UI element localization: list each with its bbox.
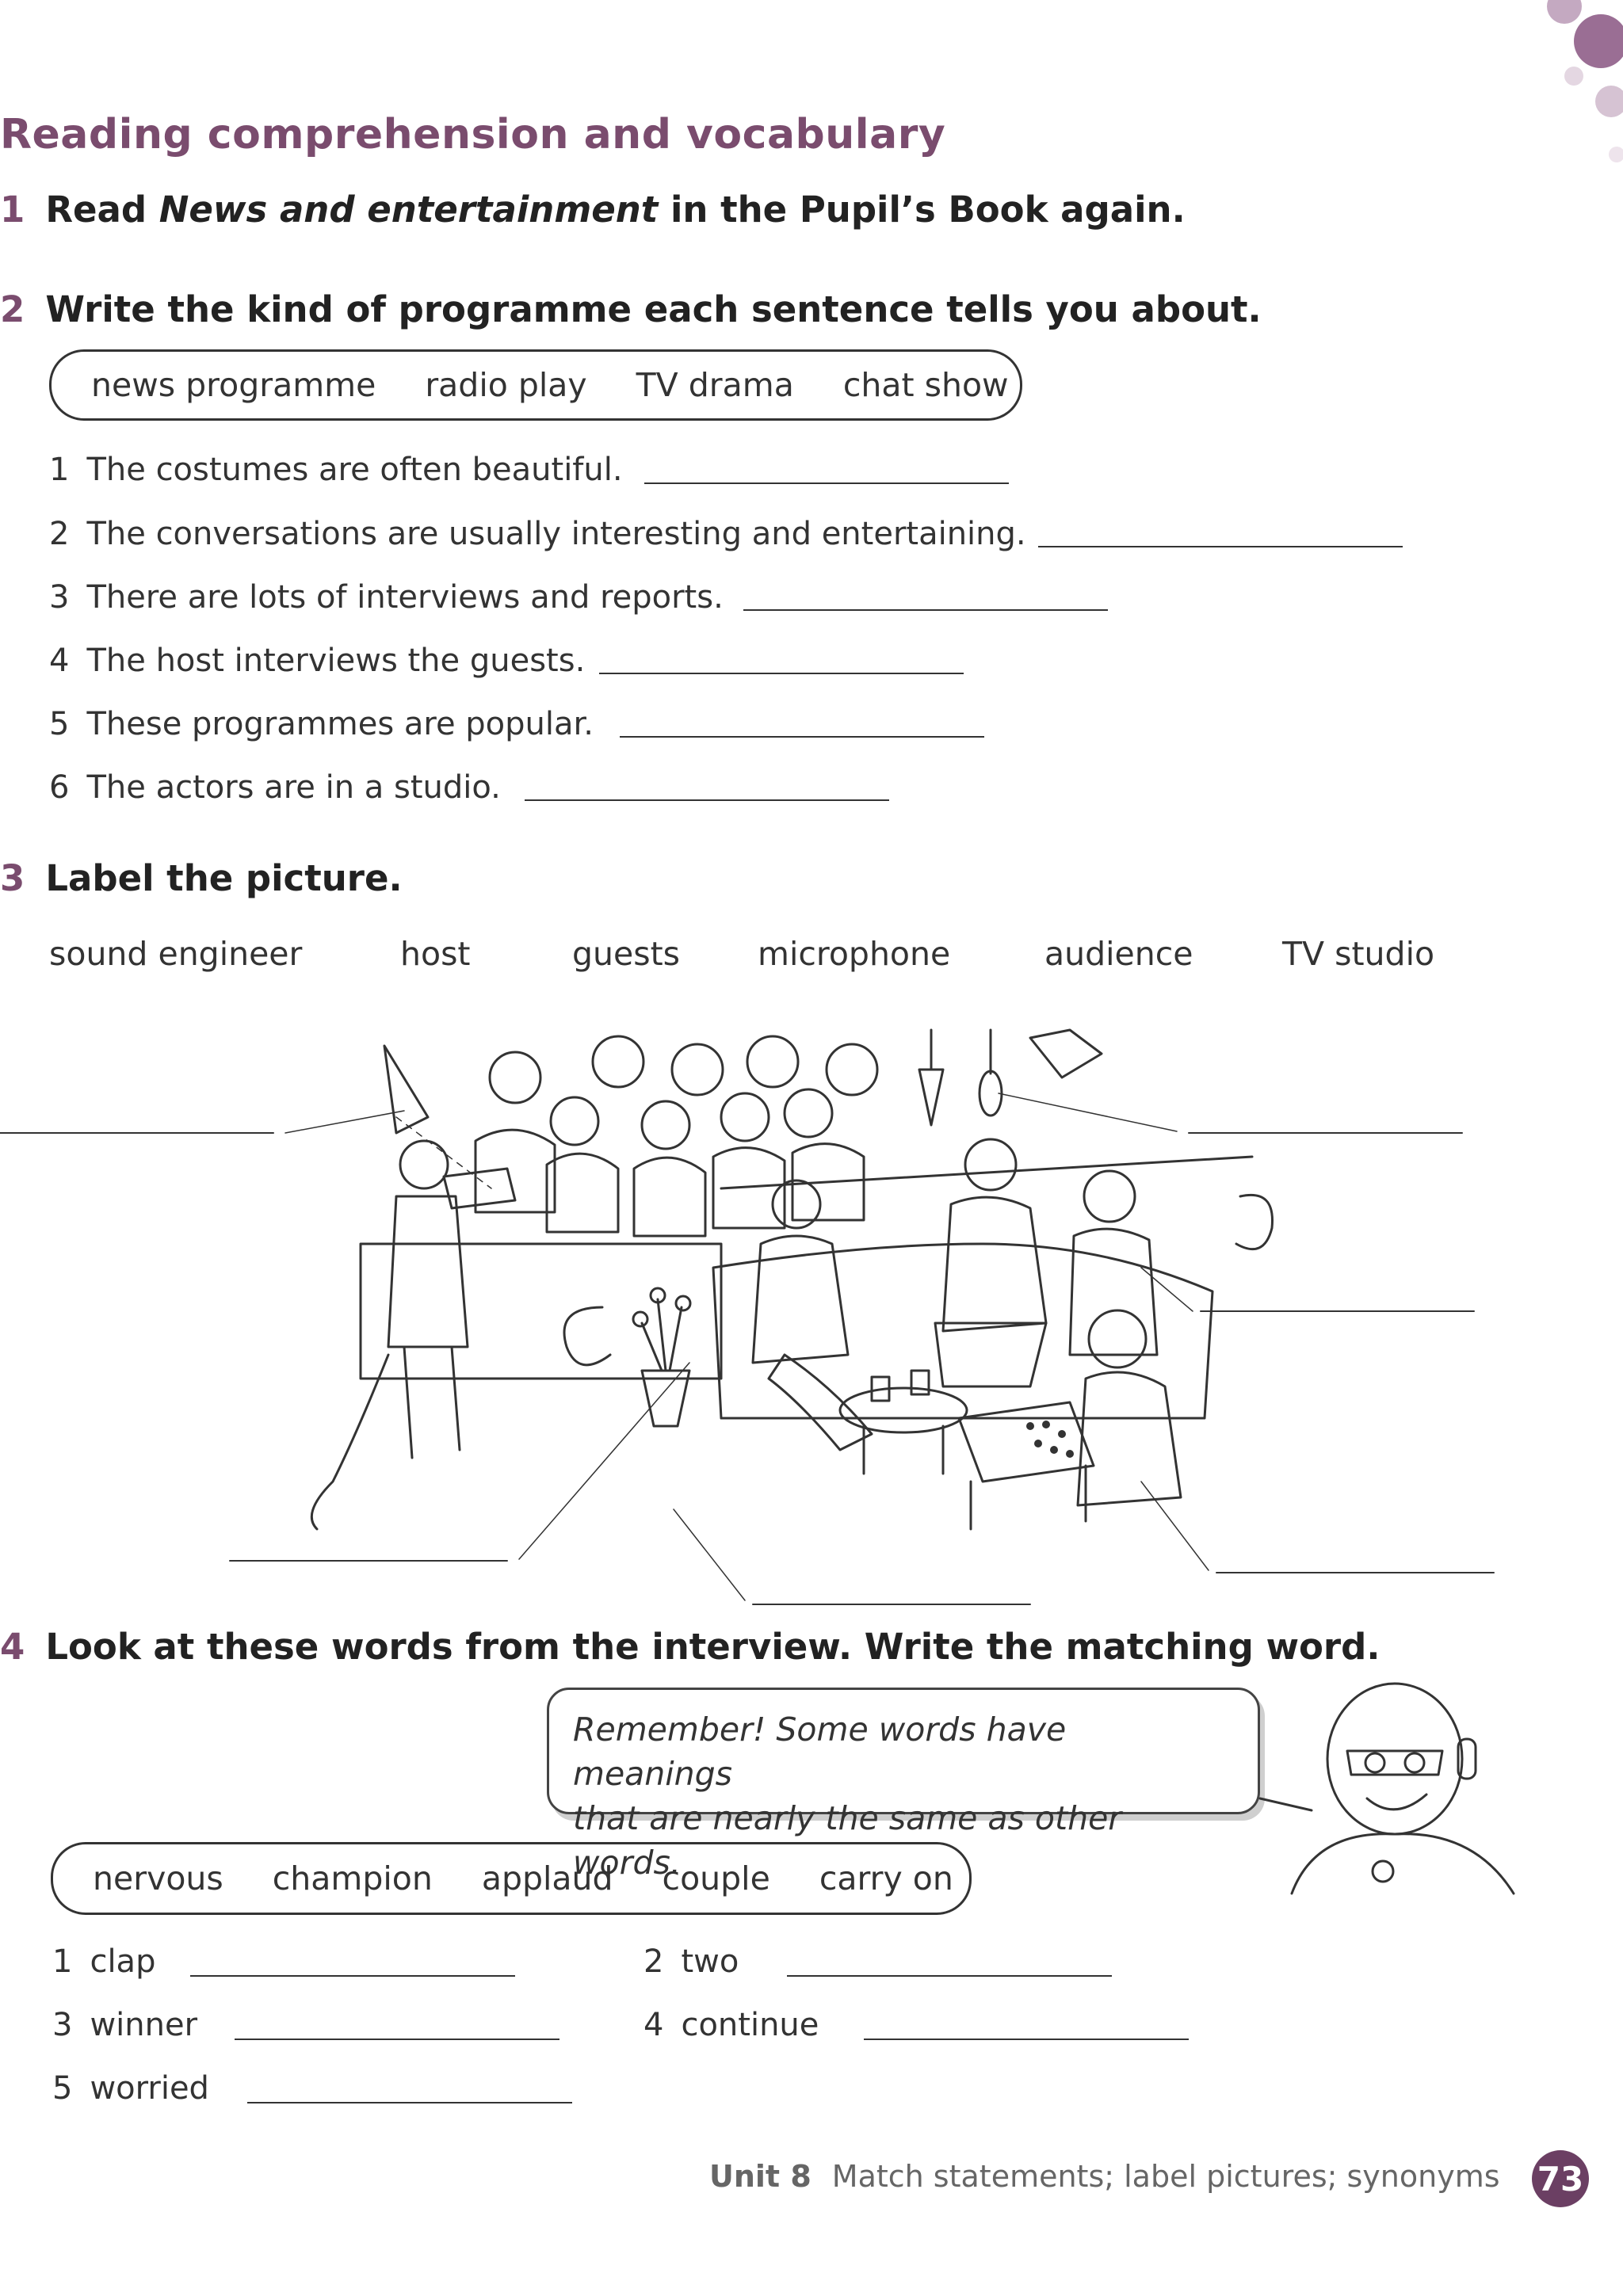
exercise-2-item (49, 706, 594, 742)
item-word: clap (90, 1943, 156, 1980)
section-title: Reading comprehension and vocabulary (0, 111, 946, 158)
answer-blank[interactable] (525, 799, 889, 801)
page-number-badge: 73 (1532, 2150, 1589, 2207)
exercise-4-instruction (0, 1626, 1380, 1668)
answer-blank[interactable] (235, 2039, 559, 2040)
item-number: 6 (49, 769, 70, 806)
answer-blank[interactable] (743, 609, 1108, 611)
exercise-2-item (49, 516, 1026, 552)
item-number: 5 (49, 706, 70, 742)
item-number: 1 (52, 1943, 73, 1980)
item-number: 2 (49, 516, 70, 552)
exercise-2-item (49, 769, 501, 806)
instruction-text: Read (45, 189, 147, 231)
tv-studio-illustration (0, 1006, 1623, 1624)
exercise-2-item (49, 643, 585, 679)
instruction-text: Label the picture. (45, 857, 403, 899)
exercise-4-item (643, 2007, 819, 2043)
label-word: sound engineer (49, 935, 303, 973)
item-text: These programmes are popular. (86, 706, 594, 742)
answer-blank[interactable] (787, 1975, 1112, 1977)
word-box-item: applaud (481, 1859, 613, 1897)
footer-topics: Match statements; label pictures; synonyms (831, 2159, 1500, 2194)
exercise-4-item (643, 1943, 739, 1980)
word-box-item: news programme (91, 366, 376, 404)
word-box-item: champion (272, 1859, 433, 1897)
answer-blank[interactable] (190, 1975, 515, 1977)
item-number: 4 (643, 2007, 664, 2043)
item-text: There are lots of interviews and reports. (86, 579, 724, 616)
word-box-item: TV drama (636, 366, 794, 404)
answer-blank[interactable] (247, 2102, 572, 2103)
label-word: audience (1044, 935, 1193, 973)
item-number: 4 (49, 643, 70, 679)
item-text: The conversations are usually interesting and entertaining. (86, 516, 1026, 552)
word-box-item: radio play (425, 366, 587, 404)
instruction-text: Look at these words from the interview. Write the matching word. (45, 1626, 1381, 1668)
instruction-text: in the Pupil’s Book again. (670, 189, 1186, 231)
page-footer (709, 2159, 1500, 2194)
instruction-text: Write the kind of programme each sentence tells you about. (45, 288, 1262, 330)
label-word: host (400, 935, 471, 973)
remember-line: that are nearly the same as other words. (573, 1799, 1122, 1882)
exercise-number: 2 (0, 288, 25, 330)
label-word: TV studio (1282, 935, 1435, 973)
synonym-word-box (51, 1842, 972, 1915)
label-word: guests (572, 935, 681, 973)
word-box-item: nervous (93, 1859, 223, 1897)
word-box-item: carry on (819, 1859, 953, 1897)
answer-blank[interactable] (599, 673, 964, 674)
item-word: continue (681, 2007, 819, 2043)
item-number: 2 (643, 1943, 664, 1980)
exercise-2-item (49, 579, 724, 616)
answer-blank[interactable] (1038, 546, 1403, 547)
answer-blank[interactable] (644, 482, 1009, 484)
item-number: 3 (49, 579, 70, 616)
exercise-3-instruction (0, 857, 403, 899)
word-box-item: chat show (842, 366, 1009, 404)
programme-word-box (49, 349, 1022, 421)
robot-mascot-icon (1244, 1664, 1545, 1901)
item-number: 1 (49, 452, 70, 488)
answer-blank[interactable] (620, 736, 984, 738)
exercise-2-instruction (0, 288, 1262, 330)
item-word: worried (90, 2070, 209, 2107)
label-word: microphone (758, 935, 951, 973)
exercise-4-item (52, 1943, 155, 1980)
item-text: The actors are in a studio. (86, 769, 501, 806)
exercise-1-instruction (0, 189, 1186, 231)
book-title: News and entertainment (158, 189, 659, 231)
item-text: The costumes are often beautiful. (86, 452, 623, 488)
exercise-number: 3 (0, 857, 25, 899)
answer-blank[interactable] (864, 2039, 1189, 2040)
item-number: 5 (52, 2070, 73, 2107)
decorative-dots (1528, 0, 1623, 182)
exercise-4-item (52, 2070, 209, 2107)
remember-line: Remember! Some words have meanings (573, 1711, 1067, 1793)
exercise-number: 1 (0, 189, 25, 231)
word-box-item: couple (662, 1859, 770, 1897)
exercise-4-item (52, 2007, 197, 2043)
exercise-number: 4 (0, 1626, 25, 1668)
item-number: 3 (52, 2007, 73, 2043)
item-word: winner (90, 2007, 198, 2043)
exercise-2-item (49, 452, 623, 488)
item-word: two (681, 1943, 739, 1980)
item-text: The host interviews the guests. (86, 643, 586, 679)
unit-label: Unit 8 (709, 2159, 812, 2194)
